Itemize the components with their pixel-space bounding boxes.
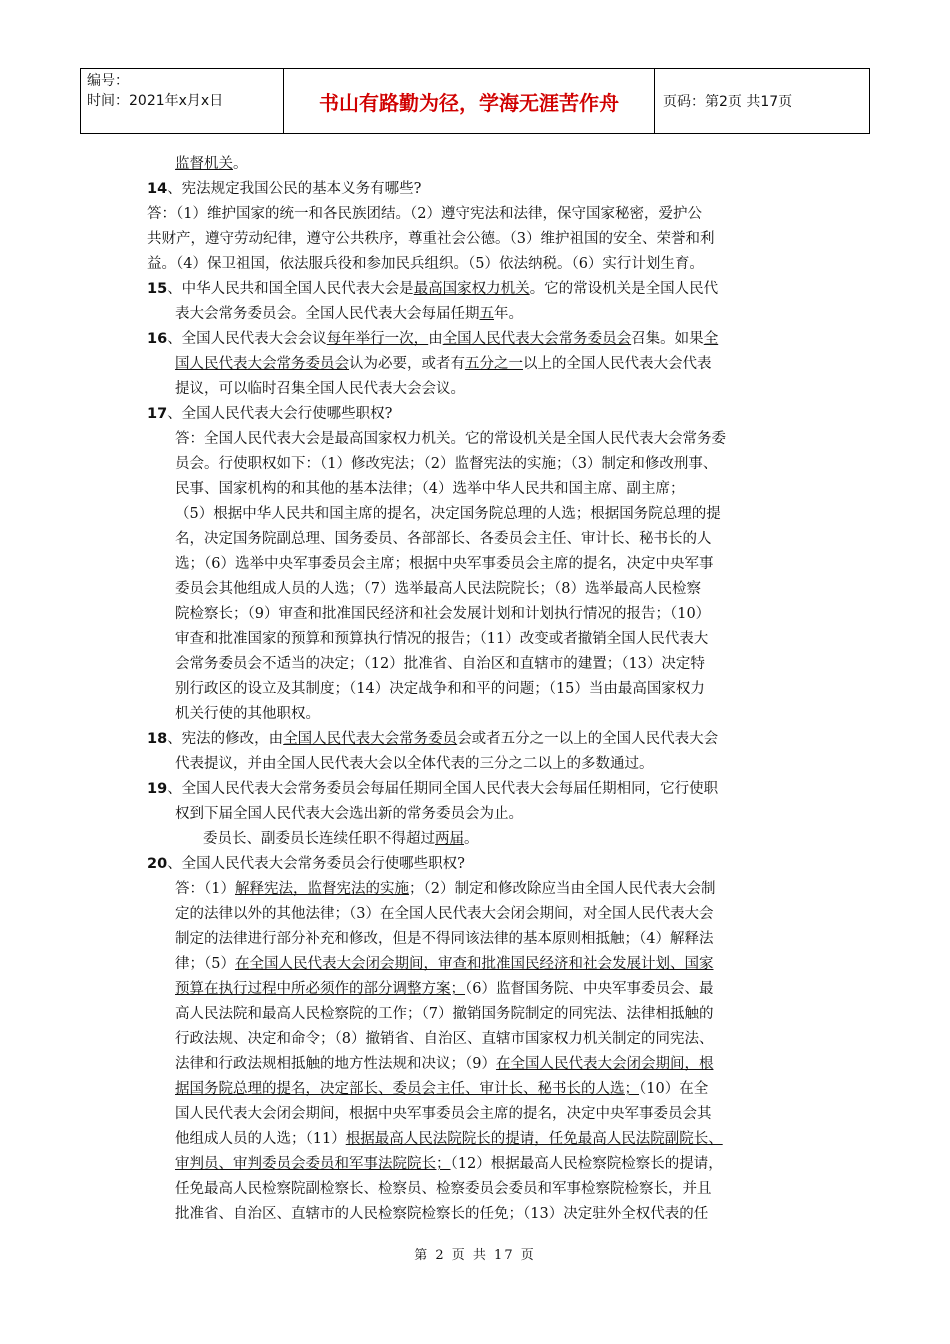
header-page-info: 页码：第2页 共17页 bbox=[663, 94, 793, 110]
question-line bbox=[147, 327, 837, 352]
text-segment: 行政法规、决定和命令；（8）撤销省、自治区、直辖市国家权力机关制定的同宪法、 bbox=[175, 1031, 714, 1047]
text-segment: 代表提议，并由全国人民代表大会以全体代表的三分之二以上的多数通过。 bbox=[175, 756, 654, 772]
text-line bbox=[147, 802, 837, 827]
text-line bbox=[147, 1202, 837, 1227]
text-segment: 、宪法规定我国公民的基本义务有哪些? bbox=[167, 181, 422, 197]
text-line bbox=[147, 202, 837, 227]
text-segment: 院检察长；（9）审查和批准国民经济和社会发展计划和计划执行情况的报告；（10） bbox=[175, 606, 711, 622]
text-segment: 选；（6）选举中央军事委员会主席；根据中央军事委员会主席的提名，决定中央军事 bbox=[175, 556, 714, 572]
text-line bbox=[147, 1152, 837, 1177]
text-line bbox=[147, 927, 837, 952]
text-segment: 答：全国人民代表大会是最高国家权力机关。它的常设机关是全国人民代表大会常务委 bbox=[175, 431, 726, 447]
text-segment: （12）根据最高人民检察院检察长的提请， bbox=[450, 1156, 723, 1172]
header-motto: 书山有路勤为径，学海无涯苦作舟 bbox=[284, 69, 655, 133]
text-line bbox=[147, 1052, 837, 1077]
text-segment: 律；（5） bbox=[175, 956, 235, 972]
text-line bbox=[147, 702, 837, 727]
text-segment: 任免最高人民检察院副检察长、检察员、检察委员会委员和军事检察院检察长，并且 bbox=[175, 1181, 712, 1197]
text-segment: 机关行使的其他职权。 bbox=[175, 706, 320, 722]
text-line bbox=[147, 577, 837, 602]
text-line bbox=[147, 302, 837, 327]
text-segment: 益。（4）保卫祖国，依法服兵役和参加民兵组织。（5）依法纳税。（6）实行计划生育。 bbox=[147, 256, 704, 272]
text-line bbox=[147, 1102, 837, 1127]
text-segment: 别行政区的设立及其制度；（14）决定战争和和平的问题；（15）当由最高国家权力 bbox=[175, 681, 705, 697]
underlined-text: 国人民代表大会常务委员会 bbox=[175, 356, 349, 372]
text-segment: 。 bbox=[233, 156, 248, 172]
underlined-text: 预算在执行过程中所必须作的部分调整方案； bbox=[175, 981, 465, 997]
text-segment: （5）根据中华人民共和国主席的提名，决定国务院总理的人选；根据国务院总理的提 bbox=[175, 506, 721, 522]
text-line bbox=[147, 827, 837, 852]
page-header bbox=[80, 68, 870, 134]
question-number: 20 bbox=[147, 856, 168, 872]
underlined-text: 全 bbox=[703, 331, 719, 347]
underlined-text: 最高国家权力机关 bbox=[413, 281, 530, 297]
text-segment: 会或者五分之一以上的全国人民代表大会 bbox=[457, 731, 719, 747]
underlined-text: 全国人民代表大会常务委员会 bbox=[442, 331, 632, 347]
text-segment: 高人民法院和最高人民检察院的工作；（7）撤销国务院制定的同宪法、法律相抵触的 bbox=[175, 1006, 714, 1022]
text-line bbox=[147, 1077, 837, 1102]
text-segment: 会常务委员会不适当的决定；（12）批准省、自治区和直辖市的建置；（13）决定特 bbox=[175, 656, 705, 672]
question-line bbox=[147, 177, 837, 202]
text-segment: 答：（1）维护国家的统一和各民族团结。（2）遵守宪法和法律，保守国家秘密，爱护公 bbox=[147, 206, 702, 222]
text-segment: 由 bbox=[428, 331, 443, 347]
question-number: 14 bbox=[147, 181, 168, 197]
underlined-text: 根据最高人民法院院长的提请，任免最高人民法院副院长、 bbox=[345, 1131, 723, 1147]
page-footer: 第 2 页 共 17 页 bbox=[414, 1248, 536, 1263]
text-line bbox=[147, 1027, 837, 1052]
underlined-text: 在全国人民代表大会闭会期间，根 bbox=[495, 1056, 714, 1072]
question-number: 16 bbox=[147, 331, 168, 347]
underlined-text: 据国务院总理的提名，决定部长、委员会主任、审计长、秘书长的人选； bbox=[175, 1081, 639, 1097]
text-segment: 年。 bbox=[494, 306, 523, 322]
text-segment: 法律和行政法规相抵触的地方性法规和决议；（9） bbox=[175, 1056, 496, 1072]
underlined-text: 审判员、审判委员会委员和军事法院院长； bbox=[175, 1156, 451, 1172]
text-segment: 、中华人民共和国全国人民代表大会是 bbox=[167, 281, 414, 297]
underlined-text: 两届 bbox=[435, 831, 464, 847]
text-line bbox=[147, 902, 837, 927]
text-segment: 他组成人员的人选；（11） bbox=[175, 1131, 346, 1147]
question-line bbox=[147, 727, 837, 752]
text-segment: 共财产，遵守劳动纪律，遵守公共秩序，尊重社会公德。（3）维护祖国的安全、荣誉和利 bbox=[147, 231, 715, 247]
text-segment: 、全国人民代表大会会议 bbox=[167, 331, 327, 347]
question-line bbox=[147, 852, 837, 877]
text-line bbox=[147, 952, 837, 977]
text-line bbox=[147, 477, 837, 502]
header-meta bbox=[81, 69, 284, 133]
text-segment: 制定的法律进行部分补充和修改，但是不得同该法律的基本原则相抵触；（4）解释法 bbox=[175, 931, 714, 947]
text-segment: 。 bbox=[464, 831, 479, 847]
text-line bbox=[147, 1127, 837, 1152]
text-segment: 委员会其他组成人员的人选；（7）选举最高人民法院院长；（8）选举最高人民检察 bbox=[175, 581, 701, 597]
text-line bbox=[147, 677, 837, 702]
underlined-text: 每年举行一次， bbox=[326, 331, 429, 347]
document-number: 编号： bbox=[87, 73, 129, 89]
underlined-text: 解释宪法，监督宪法的实施 bbox=[234, 881, 409, 897]
text-line bbox=[147, 752, 837, 777]
text-segment: 、全国人民代表大会常务委员会行使哪些职权? bbox=[167, 856, 465, 872]
text-segment: 国人民代表大会闭会期间，根据中央军事委员会主席的提名，决定中央军事委员会其 bbox=[175, 1106, 712, 1122]
underlined-text: 在全国人民代表大会闭会期间，审查和批准国民经济和社会发展计划、国家 bbox=[234, 956, 714, 972]
text-line bbox=[147, 627, 837, 652]
question-number: 15 bbox=[147, 281, 168, 297]
text-line bbox=[147, 1002, 837, 1027]
question-line bbox=[147, 277, 837, 302]
text-segment: 表大会常务委员会。全国人民代表大会每届任期 bbox=[175, 306, 480, 322]
text-segment: 民事、国家机构的和其他的基本法律；（4）选举中华人民共和国主席、副主席； bbox=[175, 481, 685, 497]
text-segment: 。它的常设机关是全国人民代 bbox=[529, 281, 719, 297]
text-line bbox=[147, 1177, 837, 1202]
text-segment: 权到下届全国人民代表大会选出新的常务委员会为止。 bbox=[175, 806, 523, 822]
text-line bbox=[147, 877, 837, 902]
question-line bbox=[147, 777, 837, 802]
text-line bbox=[147, 152, 837, 177]
text-segment: 提议，可以临时召集全国人民代表大会会议。 bbox=[175, 381, 465, 397]
document-date: 时间：2021年x月x日 bbox=[87, 93, 224, 109]
question-number: 17 bbox=[147, 406, 168, 422]
text-line bbox=[147, 352, 837, 377]
text-line bbox=[147, 552, 837, 577]
text-line bbox=[147, 377, 837, 402]
text-line bbox=[147, 527, 837, 552]
underlined-text: 监督机关 bbox=[175, 156, 233, 172]
text-segment: ；（2）制定和修改除应当由全国人民代表大会制 bbox=[408, 881, 716, 897]
text-line bbox=[147, 977, 837, 1002]
text-segment: 审查和批准国家的预算和预算执行情况的报告；（11）改变或者撤销全国人民代表大 bbox=[175, 631, 709, 647]
text-segment: 答：（1） bbox=[175, 881, 235, 897]
question-line bbox=[147, 402, 837, 427]
underlined-text: 五 bbox=[479, 306, 494, 322]
text-segment: 名，决定国务院副总理、国务委员、各部部长、各委员会主任、审计长、秘书长的人 bbox=[175, 531, 712, 547]
text-line bbox=[147, 252, 837, 277]
question-number: 19 bbox=[147, 781, 168, 797]
text-line bbox=[147, 652, 837, 677]
text-line bbox=[147, 227, 837, 252]
text-line bbox=[147, 502, 837, 527]
text-segment: 定的法律以外的其他法律；（3）在全国人民代表大会闭会期间，对全国人民代表大会 bbox=[175, 906, 714, 922]
text-segment: 、全国人民代表大会行使哪些职权? bbox=[167, 406, 393, 422]
text-segment: 召集。如果 bbox=[631, 331, 704, 347]
document-body bbox=[147, 152, 837, 1227]
text-segment: 委员长、副委员长连续任职不得超过 bbox=[203, 831, 435, 847]
text-segment: （6）监督国务院、中央军事委员会、最 bbox=[465, 981, 714, 997]
underlined-text: 全国人民代表大会常务委员 bbox=[283, 731, 458, 747]
text-segment: 认为必要，或者有 bbox=[349, 356, 465, 372]
text-line bbox=[147, 452, 837, 477]
question-number: 18 bbox=[147, 731, 168, 747]
text-line bbox=[147, 602, 837, 627]
underlined-text: 五分之一 bbox=[465, 356, 523, 372]
text-segment: 、全国人民代表大会常务委员会每届任期同全国人民代表大会每届任期相同，它行使职 bbox=[167, 781, 719, 797]
text-line bbox=[147, 427, 837, 452]
text-segment: （10）在全 bbox=[639, 1081, 709, 1097]
text-segment: 员会。行使职权如下：（1）修改宪法；（2）监督宪法的实施；（3）制定和修改刑事、 bbox=[175, 456, 718, 472]
text-segment: 、宪法的修改，由 bbox=[167, 731, 284, 747]
text-segment: 以上的全国人民代表大会代表 bbox=[523, 356, 712, 372]
text-segment: 批准省、自治区、直辖市的人民检察院检察长的任免；（13）决定驻外全权代表的任 bbox=[175, 1206, 709, 1222]
